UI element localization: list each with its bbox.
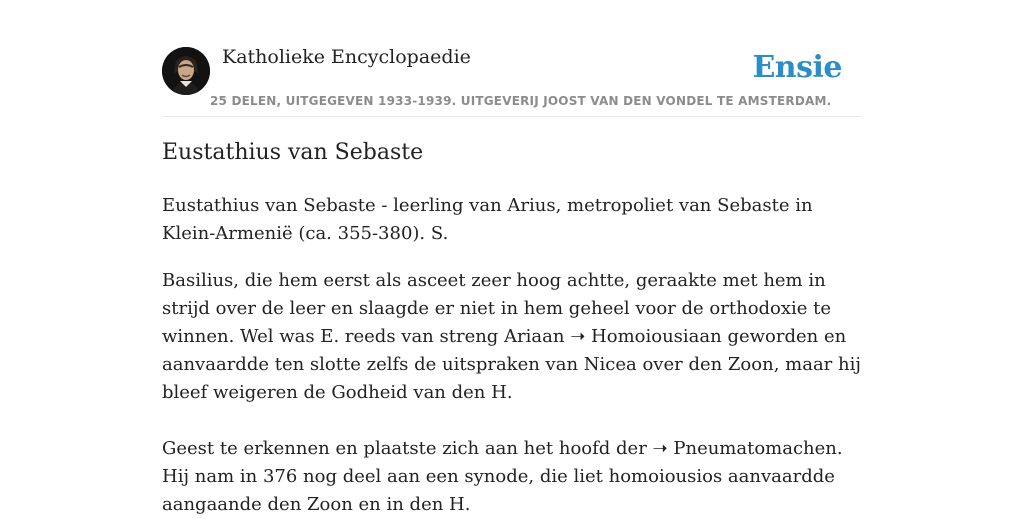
site-title[interactable]: Katholieke Encyclopaedie xyxy=(222,46,471,68)
article-paragraph xyxy=(162,192,862,248)
homoiousiaan-link[interactable]: Homoiousiaan xyxy=(591,326,722,347)
arrow-icon: ➝ xyxy=(652,438,668,459)
portrait-icon xyxy=(162,47,210,95)
paragraph-text: geworden en aanvaardde ten slotte zelfs de uitspraken van Nicea over den Zoon, maar hij bleef weigeren de Godheid van den H. xyxy=(162,326,861,403)
paragraph-text: Eustathius van Sebaste - leerling van Arius, metropoliet van Sebaste in Klein-Armenië (ca. 355-380). S. xyxy=(162,195,813,244)
article-paragraph xyxy=(162,267,862,407)
paragraph-text: . Hij nam in 376 nog deel aan een synode, die liet homoiousios aanvaardde aangaande den Zoon en in den H. xyxy=(162,438,843,515)
article-title: Eustathius van Sebaste xyxy=(162,140,424,165)
paragraph-text: Geest te erkennen en plaatste zich aan het hoofd der xyxy=(162,438,653,459)
pneumatomachen-link[interactable]: Pneumatomachen xyxy=(673,438,837,459)
publication-subtitle: 25 DELEN, UITGEGEVEN 1933-1939. UITGEVERIJ JOOST VAN DEN VONDEL TE AMSTERDAM. xyxy=(210,94,832,108)
paragraph-text: Basilius, die hem eerst als asceet zeer hoog achtte, geraakte met hem in strijd over de leer en slaagde er niet in hem geheel voor de orthodoxie te winnen. Wel was E. reeds van streng Ariaan xyxy=(162,270,832,347)
site-header xyxy=(162,0,862,117)
article-paragraph xyxy=(162,435,862,519)
arrow-icon: ➝ xyxy=(570,326,586,347)
brand-logo-link[interactable]: Ensie xyxy=(752,50,842,85)
page-container xyxy=(162,0,862,515)
